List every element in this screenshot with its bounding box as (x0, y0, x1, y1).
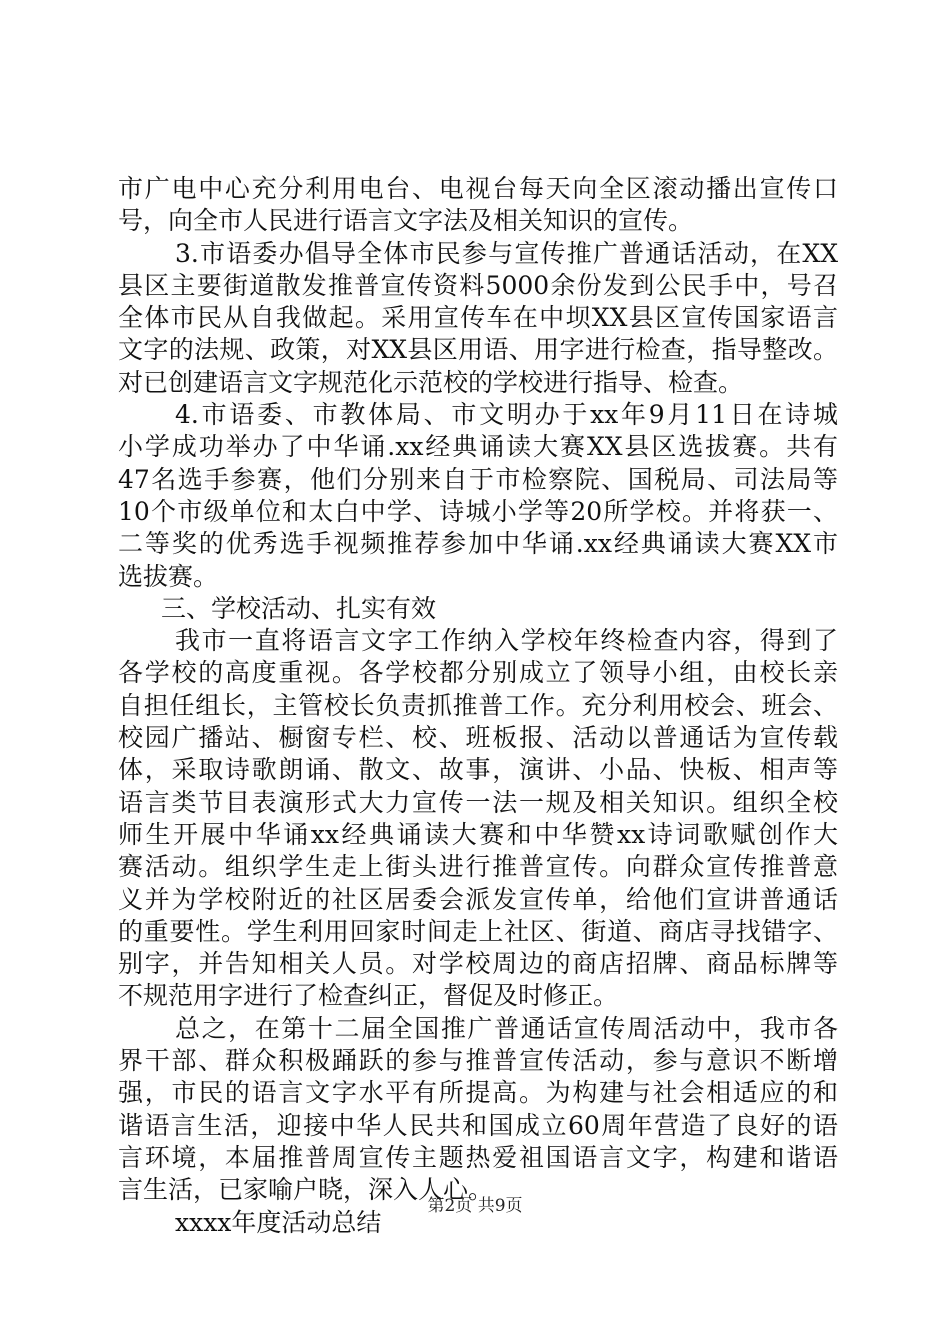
text-line: 我市一直将语言文字工作纳入学校年终检查内容，得到了 (175, 626, 838, 656)
text-line: 二等奖的优秀选手视频推荐参加中华诵.xx经典诵读大赛XX市 (118, 529, 838, 559)
text-line: 师生开展中华诵xx经典诵读大赛和中华赞xx诗词歌赋创作大 (118, 819, 838, 849)
page-number-footer: 第2页 共9页 (427, 1196, 523, 1216)
document-body (118, 173, 838, 1239)
text-line: 不规范用字进行了检查纠正，督促及时修正。 (118, 981, 619, 1011)
text-line: 10个市级单位和太白中学、诗城小学等20所学校。并将获一、 (118, 496, 838, 526)
text-line: 校园广播站、橱窗专栏、校、班板报、活动以普通话为宣传载 (118, 723, 838, 753)
text-line: 自担任组长，主管校长负责抓推普工作。充分利用校会、班会、 (118, 690, 838, 720)
text-line: 体，采取诗歌朗诵、散文、故事，演讲、小品、快板、相声等 (118, 755, 838, 785)
text-line: 强，市民的语言文字水平有所提高。为构建与社会相适应的和 (118, 1078, 838, 1108)
text-line: 市广电中心充分利用电台、电视台每天向全区滚动播出宣传口 (118, 174, 838, 203)
text-line: 号，向全市人民进行语言文字法及相关知识的宣传。 (118, 206, 694, 236)
text-line: 总之，在第十二届全国推广普通话宣传周活动中，我市各 (175, 1013, 838, 1043)
text-line: 义并为学校附近的社区居委会派发宣传单，给他们宣讲普通话 (118, 884, 838, 914)
text-line: 选拔赛。 (118, 561, 219, 591)
section-heading: 三、学校活动、扎实有效 (161, 593, 437, 623)
text-line: 小学成功举办了中华诵.xx经典诵读大赛XX县区选拔赛。共有 (118, 432, 838, 462)
text-line: 别字，并告知相关人员。对学校周边的商店招牌、商品标牌等 (118, 949, 838, 979)
text-line: 言环境，本届推普周宣传主题热爱祖国语言文字，构建和谐语 (118, 1142, 838, 1172)
text-line: 47名选手参赛，他们分别来自于市检察院、国税局、司法局等 (118, 464, 838, 494)
text-line: 4.市语委、市教体局、市文明办于xx年9月11日在诗城 (175, 400, 838, 430)
text-line: 对已创建语言文字规范化示范校的学校进行指导、检查。 (118, 367, 744, 397)
text-line: 语言类节目表演形式大力宣传一法一规及相关知识。组织全校 (118, 787, 838, 817)
text-line: 言生活，已家喻户晓，深入人心。 (118, 1175, 494, 1205)
text-line: 赛活动。组织学生走上街头进行推普宣传。向群众宣传推普意 (118, 852, 838, 882)
text-line: 3.市语委办倡导全体市民参与宣传推广普通话活动，在XX (175, 238, 838, 268)
text-line: 文字的法规、政策，对XX县区用语、用字进行检查，指导整改。 (118, 335, 838, 365)
text-line: 全体市民从自我做起。采用宣传车在中坝XX县区宣传国家语言 (118, 303, 838, 333)
text-line: 县区主要街道散发推普宣传资料5000余份发到公民手中，号召 (118, 270, 838, 300)
closing-title: xxxx年度活动总结 (175, 1207, 382, 1237)
text-line: 的重要性。学生利用回家时间走上社区、街道、商店寻找错字、 (118, 916, 838, 946)
text-line: 界干部、群众积极踊跃的参与推普宣传活动，参与意识不断增 (118, 1046, 838, 1076)
text-line: 各学校的高度重视。各学校都分别成立了领导小组，由校长亲 (118, 658, 838, 688)
text-line: 谐语言生活，迎接中华人民共和国成立60周年营造了良好的语 (118, 1110, 838, 1140)
